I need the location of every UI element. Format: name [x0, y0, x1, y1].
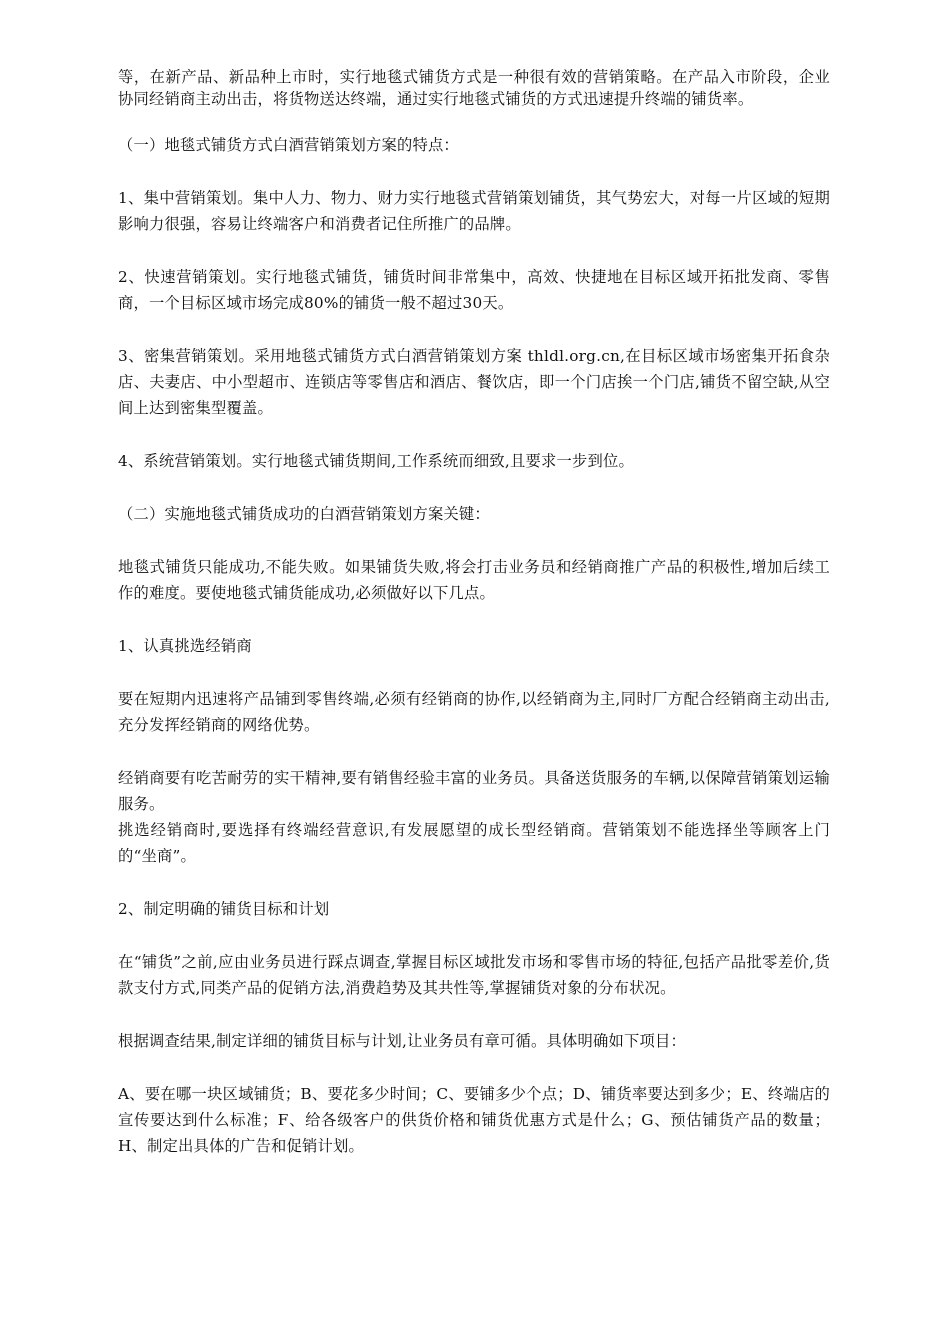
section-heading-1: （一）地毯式铺货方式白酒营销策划方案的特点： [118, 136, 459, 154]
point-1-paragraph: 1、集中营销策划。集中人力、物力、财力实行地毯式营销策划铺货，其气势宏大，对每一片区域的短期影响力很强，容易让终端客户和消费者记住所推广的品牌。 [118, 189, 830, 233]
dealer-selection-paragraph: 挑选经销商时,要选择有终端经营意识,有发展愿望的成长型经销商。营销策划不能选择坐等顾客上门的“坐商”。 [118, 821, 830, 865]
point-3-paragraph: 3、密集营销策划。采用地毯式铺货方式白酒营销策划方案 thldl.org.cn,在目标区域市场密集开拓食杂店、夫妻店、中小型超市、连锁店等零售店和酒店、餐饮店，即一个门店挨一个门店,铺货不留空缺,从空间上达到密集型覆盖。 [118, 347, 830, 417]
point-2-paragraph: 2、快速营销策划。实行地毯式铺货，铺货时间非常集中，高效、快捷地在目标区域开拓批发商、零售商，一个目标区域市场完成80%的铺货一般不超过30天。 [118, 268, 830, 312]
document-page [118, 66, 830, 1186]
plan-paragraph: 根据调查结果,制定详细的铺货目标与计划,让业务员有章可循。具体明确如下项目： [118, 1032, 687, 1050]
success-intro-paragraph: 地毯式铺货只能成功,不能失败。如果铺货失败,将会打击业务员和经销商推广产品的积极性,增加后续工作的难度。要使地毯式铺货能成功,必须做好以下几点。 [118, 558, 830, 602]
point-4-paragraph: 4、系统营销策划。实行地毯式铺货期间,工作系统而细致,且要求一步到位。 [118, 452, 634, 470]
items-paragraph: A、要在哪一块区域铺货；B、要花多少时间；C、要铺多少个点；D、铺货率要达到多少；E、终端店的宣传要达到什么标准；F、给各级客户的供货价格和铺货优惠方式是什么；G、预估铺货产品的数量；H、制定出具体的广告和促销计划。 [118, 1085, 830, 1155]
dealer-spirit-paragraph: 经销商要有吃苦耐劳的实干精神,要有销售经验丰富的业务员。具备送货服务的车辆,以保障营销策划运输服务。 [118, 769, 830, 813]
subheading-goals-plan: 2、制定明确的铺货目标和计划 [118, 900, 330, 918]
dealer-cooperation-paragraph: 要在短期内迅速将产品铺到零售终端,必须有经销商的协作,以经销商为主,同时厂方配合经销商主动出击,充分发挥经销商的网络优势。 [118, 690, 830, 734]
section-heading-2: （二）实施地毯式铺货成功的白酒营销策划方案关键： [118, 505, 490, 523]
intro-paragraph: 等，在新产品、新品种上市时，实行地毯式铺货方式是一种很有效的营销策略。在产品入市阶段，企业协同经销商主动出击，将货物送达终端，通过实行地毯式铺货的方式迅速提升终端的铺货率。 [118, 68, 830, 108]
subheading-select-dealers: 1、认真挑选经销商 [118, 637, 252, 655]
survey-paragraph: 在“铺货”之前,应由业务员进行踩点调查,掌握目标区域批发市场和零售市场的特征,包括产品批零差价,货款支付方式,同类产品的促销方法,消费趋势及其共性等,掌握铺货对象的分布状况。 [118, 953, 830, 997]
